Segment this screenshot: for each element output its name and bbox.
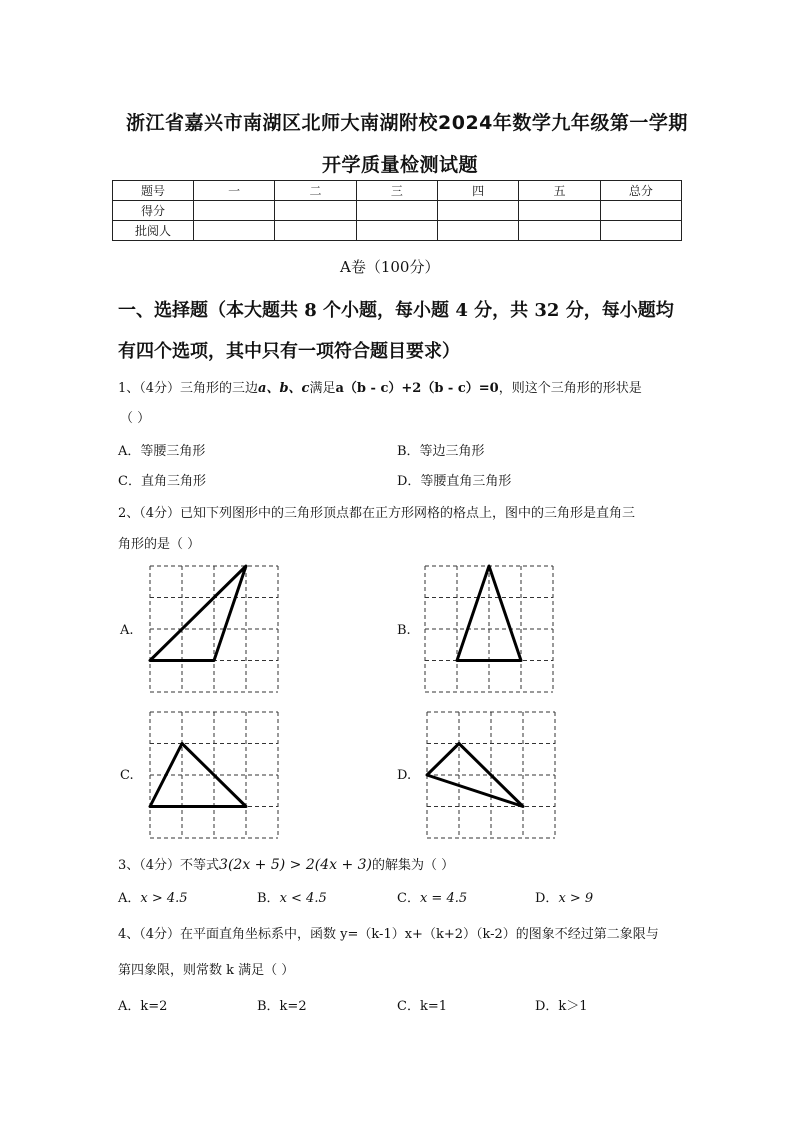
q2-option-b-label[interactable]: B. (397, 623, 411, 638)
q4-option-c[interactable]: C．k=1 (397, 999, 447, 1014)
q1-vars: a、b、c (258, 381, 310, 396)
volume-heading: A卷（100分） (340, 258, 440, 276)
score-cell (356, 221, 437, 241)
question-4-stem-line1: 4、（4分）在平面直角坐标系中，函数 y=（k-1）x+（k+2）（k-2）的图象不经过第二象限与 (118, 927, 659, 942)
q3-option-a[interactable] (118, 887, 188, 906)
q1-option-b[interactable]: B．等边三角形 (397, 444, 485, 459)
score-cell (275, 221, 356, 241)
score-table-header-row (113, 181, 682, 201)
q2-option-b-figure[interactable] (423, 564, 555, 694)
q3-option-d[interactable] (535, 887, 593, 906)
q2-option-d-figure[interactable] (425, 710, 557, 840)
question-1-stem (118, 377, 642, 396)
score-cell (194, 221, 275, 241)
q1-option-d[interactable]: D．等腰直角三角形 (397, 474, 512, 489)
q3-inequality: 3(2x + 5) > 2(4x + 3) (219, 857, 373, 873)
question-1-paren: （ ） (120, 411, 151, 426)
q1-stem-prefix: 1、（4分）三角形的三边 (118, 381, 259, 396)
q3-option-b-label: B． (257, 891, 280, 906)
q1-stem-mid: 满足 (309, 381, 336, 396)
q3-option-b-value: x < 4.5 (279, 891, 327, 906)
score-cell (600, 201, 681, 221)
score-table-row (113, 201, 682, 221)
triangle-c (150, 744, 246, 807)
q2-option-c-figure[interactable] (148, 710, 280, 840)
section-heading-line1: 一、选择题（本大题共 8 个小题，每小题 4 分，共 32 分，每小题均 (118, 300, 674, 321)
score-header-cell: 二 (275, 181, 356, 201)
q3-option-d-value: x > 9 (558, 891, 594, 906)
score-row-label: 得分 (113, 201, 194, 221)
score-cell (356, 201, 437, 221)
score-cell (437, 201, 518, 221)
q2-option-a-figure[interactable] (148, 564, 280, 694)
score-cell (437, 221, 518, 241)
q3-option-d-label: D． (535, 891, 559, 906)
q2-option-d-label[interactable]: D. (397, 768, 412, 783)
q2-option-a-label[interactable]: A. (120, 623, 134, 638)
q1-option-c[interactable]: C．直角三角形 (118, 474, 206, 489)
q3-option-c-value: x = 4.5 (419, 891, 468, 906)
question-4-stem-line2: 第四象限，则常数 k 满足（ ） (118, 963, 295, 978)
question-2-stem-line2: 角形的是（ ） (118, 537, 201, 552)
q1-stem-suffix: ，则这个三角形的形状是 (498, 381, 642, 396)
score-header-cell: 题号 (113, 181, 194, 201)
q1-equation: a（b - c）+2（b - c）=0 (335, 381, 499, 396)
q3-option-c-label: C． (397, 891, 420, 906)
score-cell (194, 201, 275, 221)
q3-option-a-label: A． (118, 891, 141, 906)
score-header-cell: 五 (519, 181, 600, 201)
score-row-label: 批阅人 (113, 221, 194, 241)
score-cell (275, 201, 356, 221)
score-cell (519, 221, 600, 241)
score-table-row (113, 221, 682, 241)
q4-option-b[interactable]: B．k=2 (257, 999, 307, 1014)
q2-option-c-label[interactable]: C. (120, 768, 134, 783)
exam-title-line2: 开学质量检测试题 (322, 154, 479, 176)
score-table (112, 180, 682, 241)
score-header-cell: 四 (437, 181, 518, 201)
score-cell (519, 201, 600, 221)
score-header-cell: 总分 (600, 181, 681, 201)
q3-stem-prefix: 3、（4分）不等式 (118, 858, 220, 873)
triangle-a (150, 566, 246, 661)
q1-option-a[interactable]: A．等腰三角形 (118, 444, 206, 459)
q3-option-a-value: x > 4.5 (140, 891, 188, 906)
q3-stem-suffix: 的解集为（ ） (372, 858, 455, 873)
score-header-cell: 一 (194, 181, 275, 201)
score-cell (600, 221, 681, 241)
question-3-stem (118, 854, 454, 873)
section-heading-line2: 有四个选项，其中只有一项符合题目要求） (118, 341, 460, 362)
q3-option-b[interactable] (257, 887, 327, 906)
q4-option-d[interactable]: D．k＞1 (535, 999, 588, 1014)
question-2-stem-line1: 2、（4分）已知下列图形中的三角形顶点都在正方形网格的格点上，图中的三角形是直角三 (118, 506, 636, 521)
score-header-cell: 三 (356, 181, 437, 201)
exam-title-line1: 浙江省嘉兴市南湖区北师大南湖附校2024年数学九年级第一学期 (126, 112, 688, 134)
q4-option-a[interactable]: A．k=2 (118, 999, 168, 1014)
q3-option-c[interactable] (397, 887, 467, 906)
